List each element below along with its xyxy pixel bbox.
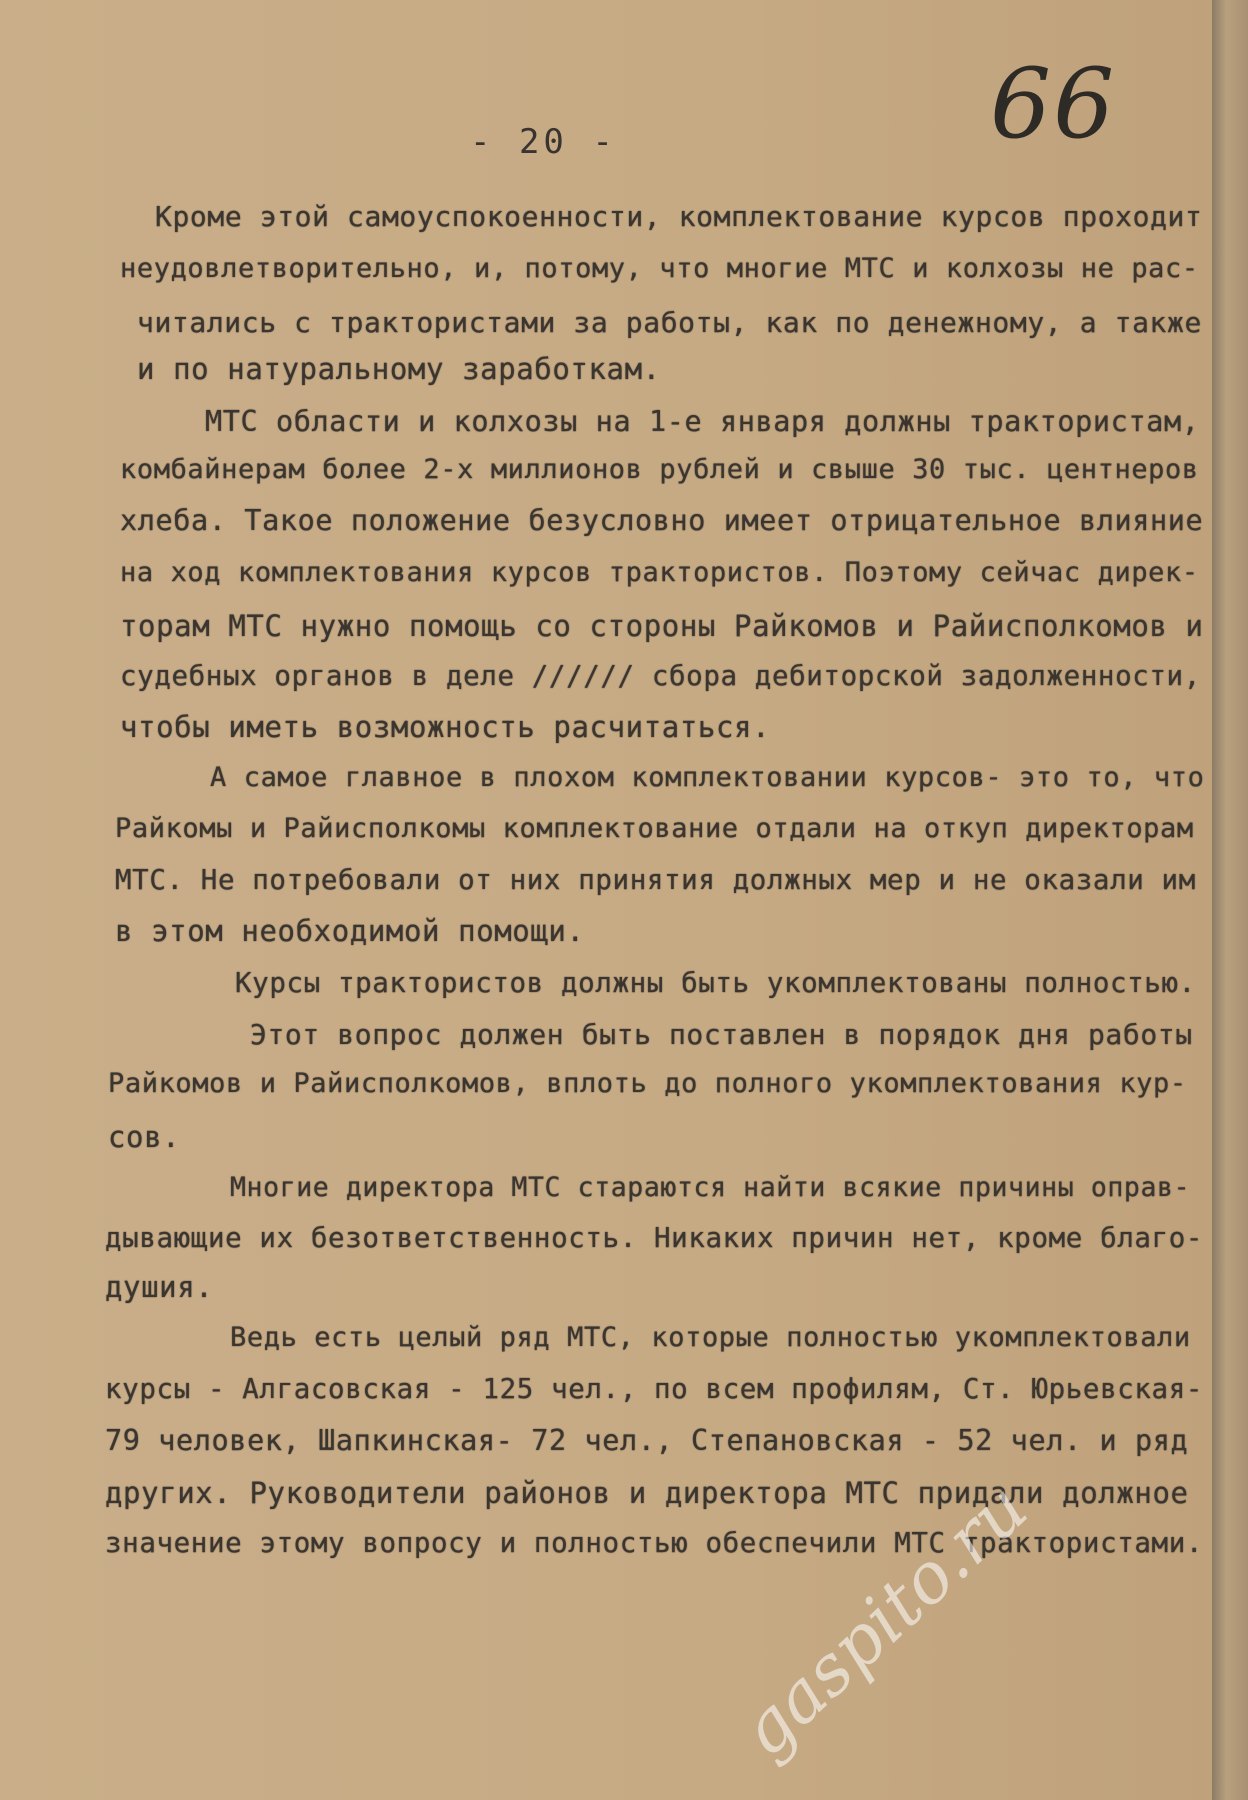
text-line: Кроме этой самоуспокоенности, комплектование курсов проходит: [155, 200, 1203, 233]
text-line: чтобы иметь возможность расчитаться.: [120, 710, 771, 744]
text-line: торам МТС нужно помощь со стороны Райкомов и Райисполкомов и: [120, 609, 1204, 643]
text-line: значение этому вопросу и полностью обеспечили МТС трактористами.: [105, 1527, 1204, 1559]
text-line: сов.: [108, 1120, 181, 1154]
text-line: на ход комплектования курсов трактористов. Поэтому сейчас дирек-: [120, 557, 1199, 588]
text-line: других. Руководители районов и директора МТС придали должное: [105, 1476, 1189, 1510]
text-line: Многие директора МТС стараются найти всякие причины оправ-: [230, 1172, 1191, 1203]
text-line: А самое главное в плохом комплектовании курсов- это то, что: [210, 762, 1205, 793]
text-line: МТС области и колхозы на 1-е января должны трактористам,: [205, 405, 1200, 438]
text-line: и по натуральному заработкам.: [137, 352, 661, 386]
text-line: дывающие их безответственность. Никаких причин нет, кроме благо-: [105, 1222, 1204, 1254]
text-line: комбайнерам более 2-х миллионов рублей и свыше 30 тыс. центнеров: [120, 454, 1199, 485]
text-line: душия.: [105, 1270, 214, 1304]
text-line: МТС. Не потребовали от них принятия должных мер и не оказали им: [115, 864, 1196, 896]
text-line: курсы - Алгасовская - 125 чел., по всем профилям, Ст. Юрьевская-: [105, 1373, 1204, 1405]
text-line: неудовлетворительно, и, потому, что многие МТС и колхозы не рас-: [120, 253, 1199, 284]
text-line: 79 человек, Шапкинская- 72 чел., Степановская - 52 чел. и ряд: [105, 1424, 1189, 1457]
text-line: читались с трактористами за работы, как по денежному, а также: [137, 306, 1202, 339]
text-line: в этом необходимой помощи.: [115, 914, 585, 948]
typed-page-number: - 20 -: [470, 122, 617, 162]
watermark: gaspito.ru: [724, 1466, 1043, 1772]
text-line: Райкомов и Райисполкомов, вплоть до полного укомплектования кур-: [108, 1068, 1187, 1099]
text-line: Этот вопрос должен быть поставлен в порядок дня работы: [250, 1018, 1193, 1051]
text-line: Райкомы и Райисполкомы комплектование отдали на откуп директорам: [115, 813, 1194, 844]
handwritten-folio-number: 66: [990, 48, 1117, 160]
text-line: Ведь есть целый ряд МТС, которые полностью укомплектовали: [230, 1322, 1191, 1353]
text-line: судебных органов в деле ////// сбора дебиторской задолженности,: [120, 660, 1201, 692]
binding-edge: [1212, 0, 1248, 1800]
text-line: Курсы трактористов должны быть укомплектованы полностью.: [235, 967, 1196, 999]
text-line: хлеба. Такое положение безусловно имеет отрицательное влияние: [120, 504, 1204, 537]
